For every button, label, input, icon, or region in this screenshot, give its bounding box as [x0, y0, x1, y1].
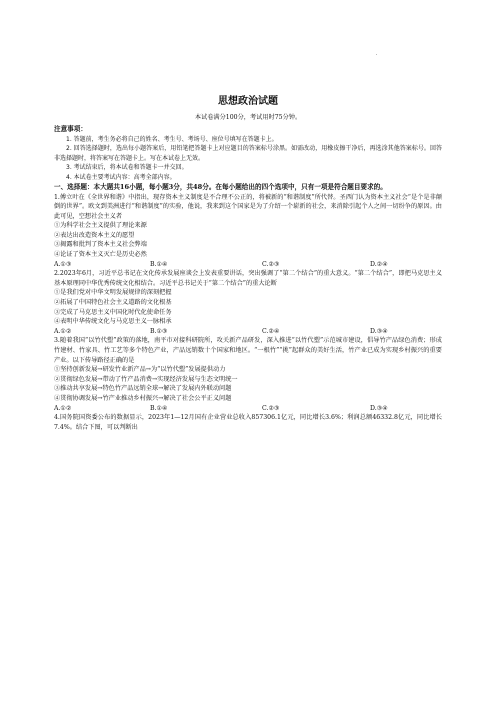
question-1-option-1: ①为科学社会主义提供了理论来源	[54, 222, 147, 230]
question-1-choice-d: D.②④	[370, 260, 388, 268]
question-1-choices	[54, 260, 442, 270]
section-heading: 一、选择题：本大题共16小题，每小题3分，共48分。在每小题给出的四个选项中，只有一项是符合题目要求的。	[54, 183, 387, 191]
scan-speck	[376, 54, 377, 55]
question-2-option-4: ④表明中华传统文化与马克思主义一脉相承	[54, 318, 172, 326]
question-3-choices	[54, 404, 442, 414]
notice-item-3: 3. 考试结束后，将本试卷和答题卡一并交回。	[66, 164, 188, 171]
question-3-choice-a: A.①②	[54, 404, 72, 412]
question-2-choice-d: D.③④	[370, 327, 388, 335]
question-1-choice-c: C.②③	[262, 260, 280, 268]
question-2-choice-b: B.①③	[150, 327, 168, 335]
question-3-option-2: ②贯彻绿色发展→带动了竹产品消费→实现经济发展与生态文明统一	[54, 375, 238, 383]
question-1-option-4: ④论证了资本主义灭亡是历史必然	[54, 251, 147, 259]
question-2-option-1: ①是我们党对中华文明发展规律的深刻把握	[54, 289, 172, 297]
question-2-option-3: ③完成了马克思主义中国化时代化使命任务	[54, 308, 172, 316]
question-1-option-2: ②表达出改造资本主义的愿望	[54, 231, 135, 239]
question-3-choice-d: D.③④	[370, 404, 388, 412]
notice-item-1: 1. 答题前，考生务必将自己的姓名、考生号、考场号、座位号填写在答题卡上。	[66, 135, 278, 143]
question-3-choice-b: B.①④	[150, 404, 168, 412]
question-1-choice-b: B.①④	[150, 260, 168, 268]
question-2-option-2: ②拓展了中国特色社会主义道路的文化根基	[54, 299, 172, 307]
question-3-choice-c: C.②③	[262, 404, 280, 412]
notice-item-4: 4. 本试卷主要考试内容：高考全部内容。	[66, 173, 176, 181]
question-2-choice-a: A.①②	[54, 327, 72, 335]
notice-heading: 注意事项：	[54, 125, 87, 133]
question-1-stem: 1.傅立叶在《全世界和谐》中指出，现存资本主义制度是不合理不公正的，将被新的“和谐制度”所代替。圣西门认为资本主义社会“是个是非颠倒的世界”。欧文到美洲进行“和谐制度”的实验，他说，我来到这个国家是为了介绍一个崭新的社会，来消除引起个人之间一切纷争的原因。由此可见，空想社会主义者	[54, 193, 442, 220]
question-3-option-3: ③推动共享发展→特色竹产品远销全球→解决了发展内外联动问题	[54, 385, 232, 393]
question-2-choice-c: C.②④	[262, 327, 280, 335]
question-1-choice-a: A.①③	[54, 260, 72, 268]
question-3-option-4: ④贯彻协调发展→竹产业推动乡村振兴→解决了社会公平正义问题	[54, 394, 232, 402]
question-3-option-1: ①坚持创新发展→研发竹业新产品→为“以竹代塑”发展提供动力	[54, 366, 226, 374]
exam-page	[54, 96, 442, 432]
question-4-stem: 4.国务院国资委公布的数据显示，2023年1—12月国有企业营业总收入857306.1亿元，同比增长3.6%；利润总额46332.8亿元，同比增长7.4%。结合下图，可以判断出	[54, 414, 442, 431]
question-2-choices	[54, 327, 442, 337]
question-1-option-3: ③揭露和批判了资本主义社会弊端	[54, 241, 147, 249]
question-3-stem: 3.随着我国“以竹代塑”政策的落地，南平市对接科研院所，攻关新产品研发，深入推进“以竹代塑”示范城市建设，倡导竹产品绿色消费；形成竹建材、竹家具、竹工艺等多个特色产业，产品远销数十个国家和地区。“一根竹”“挑”起群众的美好生活，竹产业已成为实现乡村振兴的重要产业。以下传导路径正确的是	[54, 337, 442, 364]
exam-title: 思想政治试题	[218, 96, 278, 107]
exam-subtitle: 本试卷满分100分，考试用时75分钟。	[194, 114, 302, 121]
question-2-stem: 2.2023年6月，习近平总书记在文化传承发展座谈会上发表重要讲话，突出强调了“第二个结合”的重大意义。“第二个结合”，即把马克思主义基本原理同中华优秀传统文化相结合。习近平总书记关于“第二个结合”的重大论断	[54, 270, 442, 287]
notice-item-2: 2. 回答选择题时，选出每小题答案后，用铅笔把答题卡上对应题目的答案标号涂黑。如需改动，用橡皮擦干净后，再选涂其他答案标号。回答非选择题时，将答案写在答题卡上。写在本试卷上无效。	[54, 145, 442, 162]
